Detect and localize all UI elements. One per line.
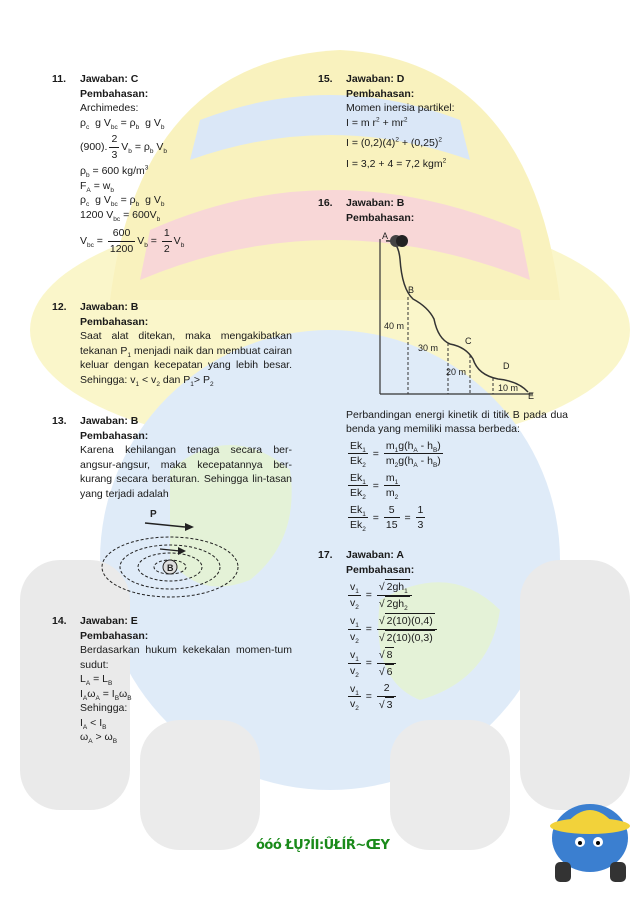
height-label-40: 40 m [384, 321, 405, 331]
point-label-a: A [382, 231, 389, 241]
explanation-text: Perbandingan energi kinetik di titik B pada dua benda yang memiliki massa berbeda: [346, 408, 568, 435]
question-number: 17. [318, 549, 333, 561]
explanation-label: Pembahasan: [80, 429, 149, 442]
height-label-30: 30 m [418, 343, 439, 353]
equation-line: $L_A = L_B$ [80, 673, 113, 688]
height-label-10: 10 m [498, 383, 519, 393]
question-16 [318, 196, 568, 548]
equation-line: $I_A < I_B$ [80, 716, 107, 731]
equation-line: $\omega_A > \omega_B$ [80, 731, 118, 746]
question-12 [52, 300, 292, 414]
question-number: 12. [52, 301, 67, 313]
question-number: 16. [318, 197, 333, 209]
figure-label-b: B [167, 563, 174, 573]
question-number: 13. [52, 415, 67, 427]
question-number: 15. [318, 73, 333, 85]
explanation-text: Karena kehilangan tenaga secara ber-angsur-angsur, maka kecepatannya ber-kurang secara beraturan. Sehingga lin-tasan yang terjadi adalah [80, 444, 292, 500]
left-column [52, 72, 292, 745]
explanation-label: Pembahasan: [346, 87, 415, 100]
point-label-c: C [465, 336, 472, 346]
right-column [318, 72, 568, 712]
answer-label: Jawaban: D [346, 73, 405, 85]
equation-line: $F_A = w_b$ [80, 179, 114, 194]
equation-line: $\frac{v_1}{v_2}$ = $\frac{√ 8}{√ 6}$ [346, 647, 568, 679]
explanation-label: Pembahasan: [346, 211, 415, 224]
equation-line: $\frac{v_1}{v_2}$ = $\frac{√ 2gh_1}{√ 2gh_2}$ [346, 579, 568, 611]
equation-line: I = 3,2 + 4 = 7,2 kgm$^2$ [346, 157, 447, 170]
equation-line: $I_A\omega_A = I_B\omega_B$ [80, 687, 132, 702]
explanation-text: Saat alat ditekan, maka mengakibatkan tekanan $P_1$ menjadi naik dan membuat cairan keluar dengan kecepatan yang lebih besar. Sehingga: $v_1 < v_2$ dan $P_1> P_2$ [80, 330, 292, 388]
explanation-text: Berdasarkan hukum kekekalan momen-tum sudut: [80, 644, 292, 671]
answer-label: Jawaban: B [80, 301, 139, 313]
answer-label: Jawaban: C [80, 73, 139, 85]
equation-line: $I = (0,2)(4)^2 + (0,25)^2$ [346, 136, 442, 149]
equation-line: $\frac{Ek_1}{Ek_2}$ = $\frac{m_1g(h_A - h_B)}{m_2g(h_A - h_B)}$ [350, 439, 441, 470]
answer-label: Jawaban: B [80, 415, 139, 427]
equation-line: 1200 $V_{bc} = 600V_b$ [80, 208, 161, 223]
equation-line: $\rho_b = 600$ $kg/m^3$ [80, 164, 149, 180]
explanation-label: Pembahasan: [80, 629, 149, 642]
answer-label: Jawaban: E [80, 615, 138, 627]
mascot-logo [550, 804, 630, 882]
question-number: 11. [52, 73, 67, 85]
equation-line: I = m $r^2 + mr^2$ [346, 116, 408, 129]
explanation-label: Pembahasan: [80, 315, 149, 328]
equation-line: $\rho_c$ g $V_{bc} = \rho_b$ g $V_b$ [80, 116, 165, 131]
answer-label: Jawaban: A [346, 549, 404, 561]
question-number: 14. [52, 615, 67, 627]
tire-bottom-right-shape [390, 720, 510, 850]
point-label-b: B [408, 285, 415, 295]
figure-label-p: P [150, 509, 157, 520]
equation-line: $\frac{Ek_1}{Ek_2}$ = $\frac{m_1}{m_2}$ [350, 471, 399, 502]
spiral-trajectory-figure [90, 505, 240, 605]
equation-line: $V_{bc}$ = $\frac{600}{1200}$ $V_b$ = $\frac{1}{2}$ $V_b$ [80, 227, 185, 255]
explanation-label: Pembahasan: [346, 563, 415, 576]
explanation-label: Pembahasan: [80, 87, 149, 100]
equation-line: $\frac{Ek_1}{Ek_2}$ = $\frac{5}{15}$ = $\frac{1}{3}$ [350, 503, 424, 534]
question-17 [318, 548, 568, 712]
explanation-text: Archimedes: [80, 102, 139, 114]
slope-diagram [338, 229, 538, 399]
question-13 [52, 414, 292, 614]
equation-line: $\frac{v_1}{v_2}$ = $\frac{√ 2(10)(0,4)}{√ 2(10)(0,3)}$ [346, 613, 568, 645]
explanation-text: Sehingga: [80, 702, 128, 714]
question-14 [52, 614, 292, 745]
footer-brand: óóó ŁŲ?ÍI:ÛŁÍŔ~ŒY [256, 838, 390, 853]
equation-line: $\frac{v_1}{v_2}$ = $\frac{2}{√ 3}$ [346, 681, 568, 712]
answer-label: Jawaban: B [346, 197, 405, 209]
equation-line: (900). $\frac{2}{3}$ $V_b = \rho_b$ $V_b$ [80, 133, 168, 161]
point-label-d: D [503, 361, 510, 371]
question-15 [318, 72, 568, 196]
explanation-text: Momen inersia partikel: [346, 102, 455, 114]
equation-line: $\rho_c$ g $V_{bc} = \rho_b$ g $V_b$ [80, 194, 165, 209]
question-11 [52, 72, 292, 302]
point-label-e: E [528, 391, 535, 399]
height-label-20: 20 m [446, 367, 467, 377]
